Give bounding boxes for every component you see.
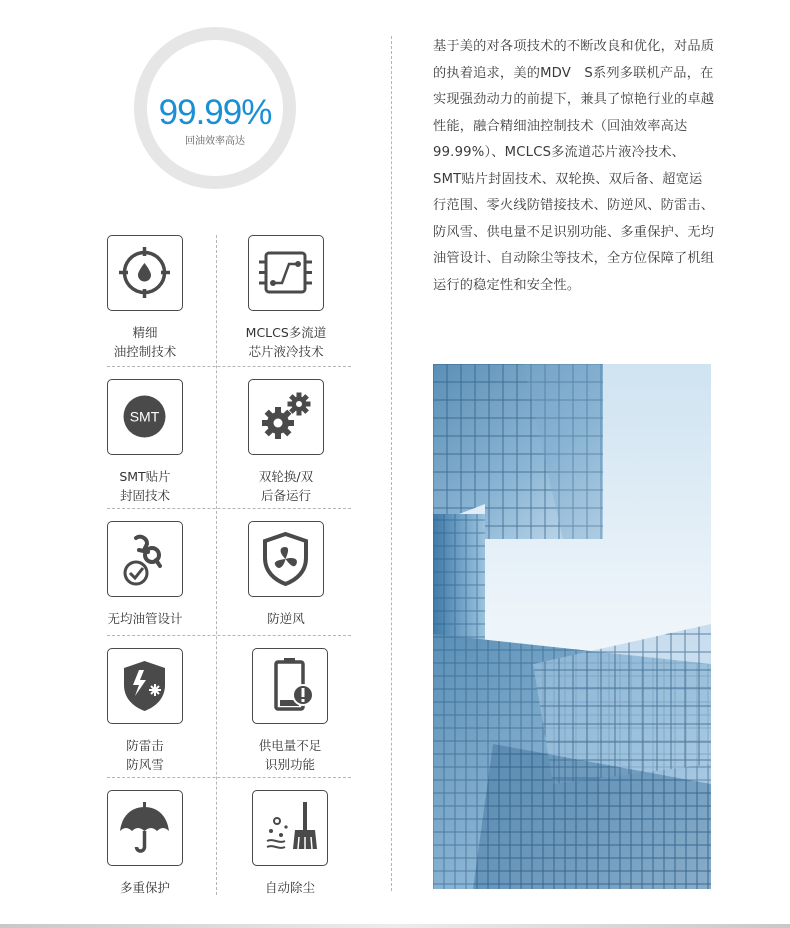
feature-label-smt: SMT贴片 封固技术 <box>119 469 171 503</box>
feature-label-multi-protection: 多重保护 <box>119 880 170 895</box>
feature-tile-anti-backwind <box>248 521 324 597</box>
shield-fan-icon <box>249 522 322 595</box>
column-divider <box>391 36 392 891</box>
link-check-icon <box>108 522 181 595</box>
feature-tile-dual-rotation <box>248 379 324 455</box>
feature-label-auto-dedust: 自动除尘 <box>264 880 315 895</box>
feature-label-chip-cooling: MCLCS多流道 芯片液冷技术 <box>245 325 327 359</box>
efficiency-value: 99.99% <box>158 93 272 132</box>
shield-lightning-snow-icon <box>108 649 181 722</box>
feature-label-oil-control: 精细 油控制技术 <box>113 325 177 359</box>
feature-label-power-detect: 供电量不足 识别功能 <box>258 738 322 772</box>
feature-tile-no-oil-pipe <box>107 521 183 597</box>
description-paragraph: 基于美的对各项技术的不断改良和优化，对品质 的执着追求，美的MDV S系列多联机产品，在 实现强劲动力的前提下，兼具了惊艳行业的卓越 性能，融合精细油控制技术（回油效率高达 99.99%）、MCLCS多流道芯片液冷技术、 SMT贴片封固技术、双轮换、双后备、超宽运 行范围、零火线防错接技术、防逆风、防雷击、 防风雪、供电量不足识别功能、多重保护、无均 油管设计、自动除尘等技术，全方位保障了机组 运行的稳定性和安全性。 <box>433 39 715 293</box>
feature-label-dual-rotation: 双轮换/双 后备运行 <box>258 469 314 503</box>
compass-oil-drop-icon <box>108 236 181 309</box>
feature-tile-smt <box>107 379 183 455</box>
feature-label-no-oil-pipe: 无均油管设计 <box>107 611 183 626</box>
glass-building-photo <box>433 364 711 889</box>
feature-tile-lightning-snow <box>107 648 183 724</box>
grid-row-divider-1 <box>107 366 351 367</box>
chip-circuit-icon <box>249 236 322 309</box>
feature-label-lightning-snow: 防雷击 防风雪 <box>126 738 164 772</box>
feature-tile-auto-dedust <box>252 790 328 866</box>
feature-tile-power-detect <box>252 648 328 724</box>
bottom-bar <box>0 924 790 928</box>
smt-icon <box>108 380 181 453</box>
feature-tile-oil-control <box>107 235 183 311</box>
broom-dust-icon <box>253 791 326 864</box>
feature-tile-multi-protection <box>107 790 183 866</box>
grid-row-divider-2 <box>107 508 351 509</box>
efficiency-caption: 回油效率高达 <box>185 136 245 147</box>
grid-row-divider-4 <box>107 777 351 778</box>
grid-row-divider-3 <box>107 635 351 636</box>
umbrella-icon <box>108 791 181 864</box>
svg-text:SMT: SMT <box>129 408 160 425</box>
battery-warning-icon <box>253 649 326 722</box>
gears-icon <box>249 380 322 453</box>
feature-label-anti-backwind: 防逆风 <box>267 611 305 626</box>
feature-tile-chip-cooling <box>248 235 324 311</box>
